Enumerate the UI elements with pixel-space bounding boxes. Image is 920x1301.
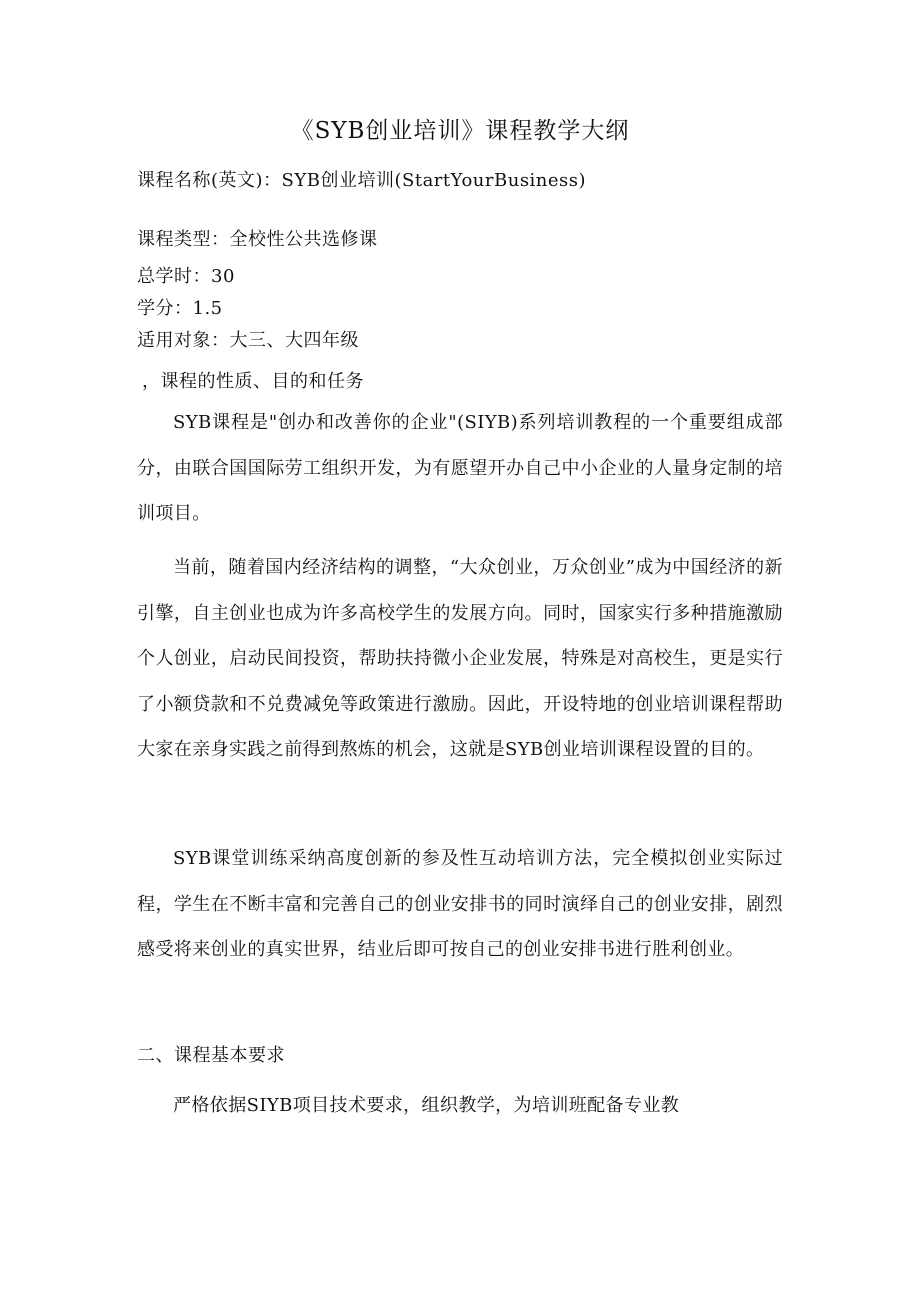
paragraph-context: 当前，随着国内经济结构的调整，“大众创业，万众创业”成为中国经济的新引擎，自主创业也成为许多高校学生的发展方向。同时，国家实行多种措施激励个人创业，启动民间投资，帮助扶持微小企业发展，特殊是对高校生，更是实行了小额贷款和不兑费减免等政策进行激励。因此，开设特地的创业培训课程帮助大家在亲身实践之前得到熬炼的机会，这就是SYB创业培训课程设置的目的。 [137,557,783,760]
section-heading-requirements: 二、课程基本要求 [137,1045,285,1066]
course-name-line: 课程名称(英文)：SYB创业培训(StartYourBusiness) [137,170,587,191]
document-title: 《SYB创业培训》课程教学大纲 [290,118,630,144]
paragraph-method: SYB课堂训练采纳高度创新的参及性互动培训方法，完全模拟创业实际过程，学生在不断丰富和完善自己的创业安排书的同时演绎自己的创业安排，剧烈感受将来创业的真实世界，结业后即可按自己的创业安排书进行胜利创业。 [137,848,783,960]
audience-line: 适用对象：大三、大四年级 [137,330,359,351]
paragraph-requirements: 严格依据SIYB项目技术要求，组织教学，为培训班配备专业教 [173,1095,680,1116]
total-hours-line: 总学时：30 [137,266,235,287]
course-type-line: 课程类型：全校性公共选修课 [137,229,378,250]
paragraph-syb-intro: SYB课程是"创办和改善你的企业"(SIYB)系列培训教程的一个重要组成部分，由联合国国际劳工组织开发，为有愿望开办自己中小企业的人量身定制的培训项目。 [137,412,783,524]
credits-line: 学分：1.5 [137,298,223,319]
section-heading-nature: ，课程的性质、目的和任务 [142,371,364,392]
